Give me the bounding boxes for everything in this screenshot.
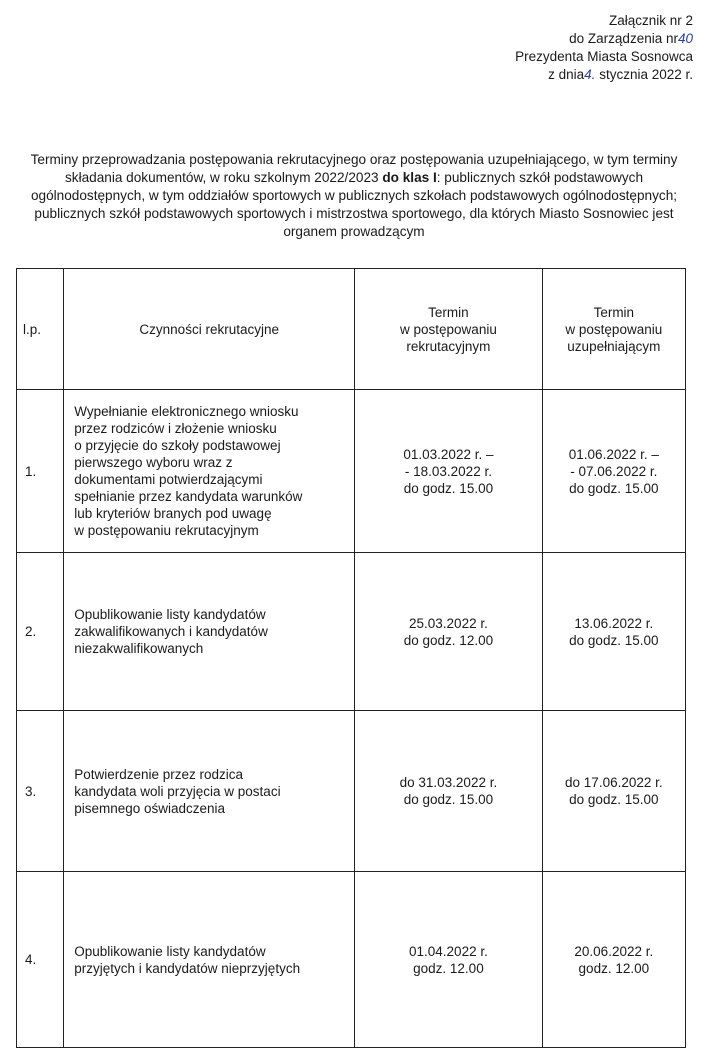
supplementary-date-cell: 20.06.2022 r. godz. 12.00 [542, 872, 685, 1048]
table-row [17, 711, 686, 872]
title-part-1: Terminy przeprowadzania postępowania rekrutacyjnego oraz postępowania uzupełniającego, w tym terminy składania dokumentów, w roku szkolnym 2022/2023 [30, 152, 678, 185]
activity-cell: Wypełnianie elektronicznego wniosku przez rodziców i złożenie wniosku o przyjęcie do szkoły podstawowej pierwszego wyboru wraz z dokumentami potwierdzającymi spełnianie przez kandydata warunków lub kryteriów branych pod uwagę w postępowaniu rekrutacyjnym [64, 390, 355, 553]
ordinance-prefix: do Zarządzenia nr [569, 31, 678, 46]
activity-cell: Potwierdzenie przez rodzica kandydata woli przyjęcia w postaci pisemnego oświadczenia [64, 711, 355, 872]
handwritten-ordinance-number: 40 [677, 31, 693, 46]
activity-cell: Opublikowanie listy kandydatów zakwalifikowanych i kandydatów niezakwalifikowanych [64, 553, 355, 711]
document-header [515, 12, 693, 84]
table-row [17, 872, 686, 1048]
supplementary-date-cell: do 17.06.2022 r. do godz. 15.00 [542, 711, 685, 872]
supplementary-date-cell: 13.06.2022 r. do godz. 15.00 [542, 553, 685, 711]
header-recruitment-term: Termin w postępowaniu rekrutacyjnym [355, 269, 542, 390]
issuer-line: Prezydenta Miasta Sosnowca [515, 49, 693, 64]
header-supplementary-term: Termin w postępowaniu uzupełniającym [542, 269, 685, 390]
document-title [14, 151, 694, 241]
ordinance-line [515, 30, 693, 48]
date-line [515, 66, 693, 84]
table-row [17, 553, 686, 711]
recruitment-schedule-table [16, 268, 686, 1048]
table-header-row [17, 269, 686, 390]
activity-cell: Opublikowanie listy kandydatów przyjętych i kandydatów nieprzyjętych [64, 872, 355, 1048]
recruitment-date-cell: 01.03.2022 r. – - 18.03.2022 r. do godz. 15.00 [355, 390, 542, 553]
annex-number: Załącznik nr 2 [608, 13, 693, 28]
row-number: 2. [17, 553, 64, 711]
row-number: 4. [17, 872, 64, 1048]
title-bold: do klas I [382, 170, 437, 185]
table-row [17, 390, 686, 553]
date-suffix: stycznia 2022 r. [595, 67, 693, 82]
title-part-2: : publicznych szkół podstawowych ogólnodostępnych, w tym oddziałów sportowych w publicznych szkołach podstawowych ogólnodostępnych; publicznych szkół podstawowych sportowych i mistrzostwa sportowego, dla których Miasto Sosnowiec jest organem prowadzącym [30, 170, 678, 239]
date-prefix: z dnia [548, 67, 585, 82]
row-number: 1. [17, 390, 64, 553]
recruitment-date-cell: 25.03.2022 r. do godz. 12.00 [355, 553, 542, 711]
header-lp: l.p. [17, 269, 64, 390]
recruitment-date-cell: do 31.03.2022 r. do godz. 15.00 [355, 711, 542, 872]
header-activity: Czynności rekrutacyjne [64, 269, 355, 390]
row-number: 3. [17, 711, 64, 872]
handwritten-day: 4. [584, 67, 596, 82]
recruitment-date-cell: 01.04.2022 r. godz. 12.00 [355, 872, 542, 1048]
supplementary-date-cell: 01.06.2022 r. – - 07.06.2022 r. do godz. 15.00 [542, 390, 685, 553]
